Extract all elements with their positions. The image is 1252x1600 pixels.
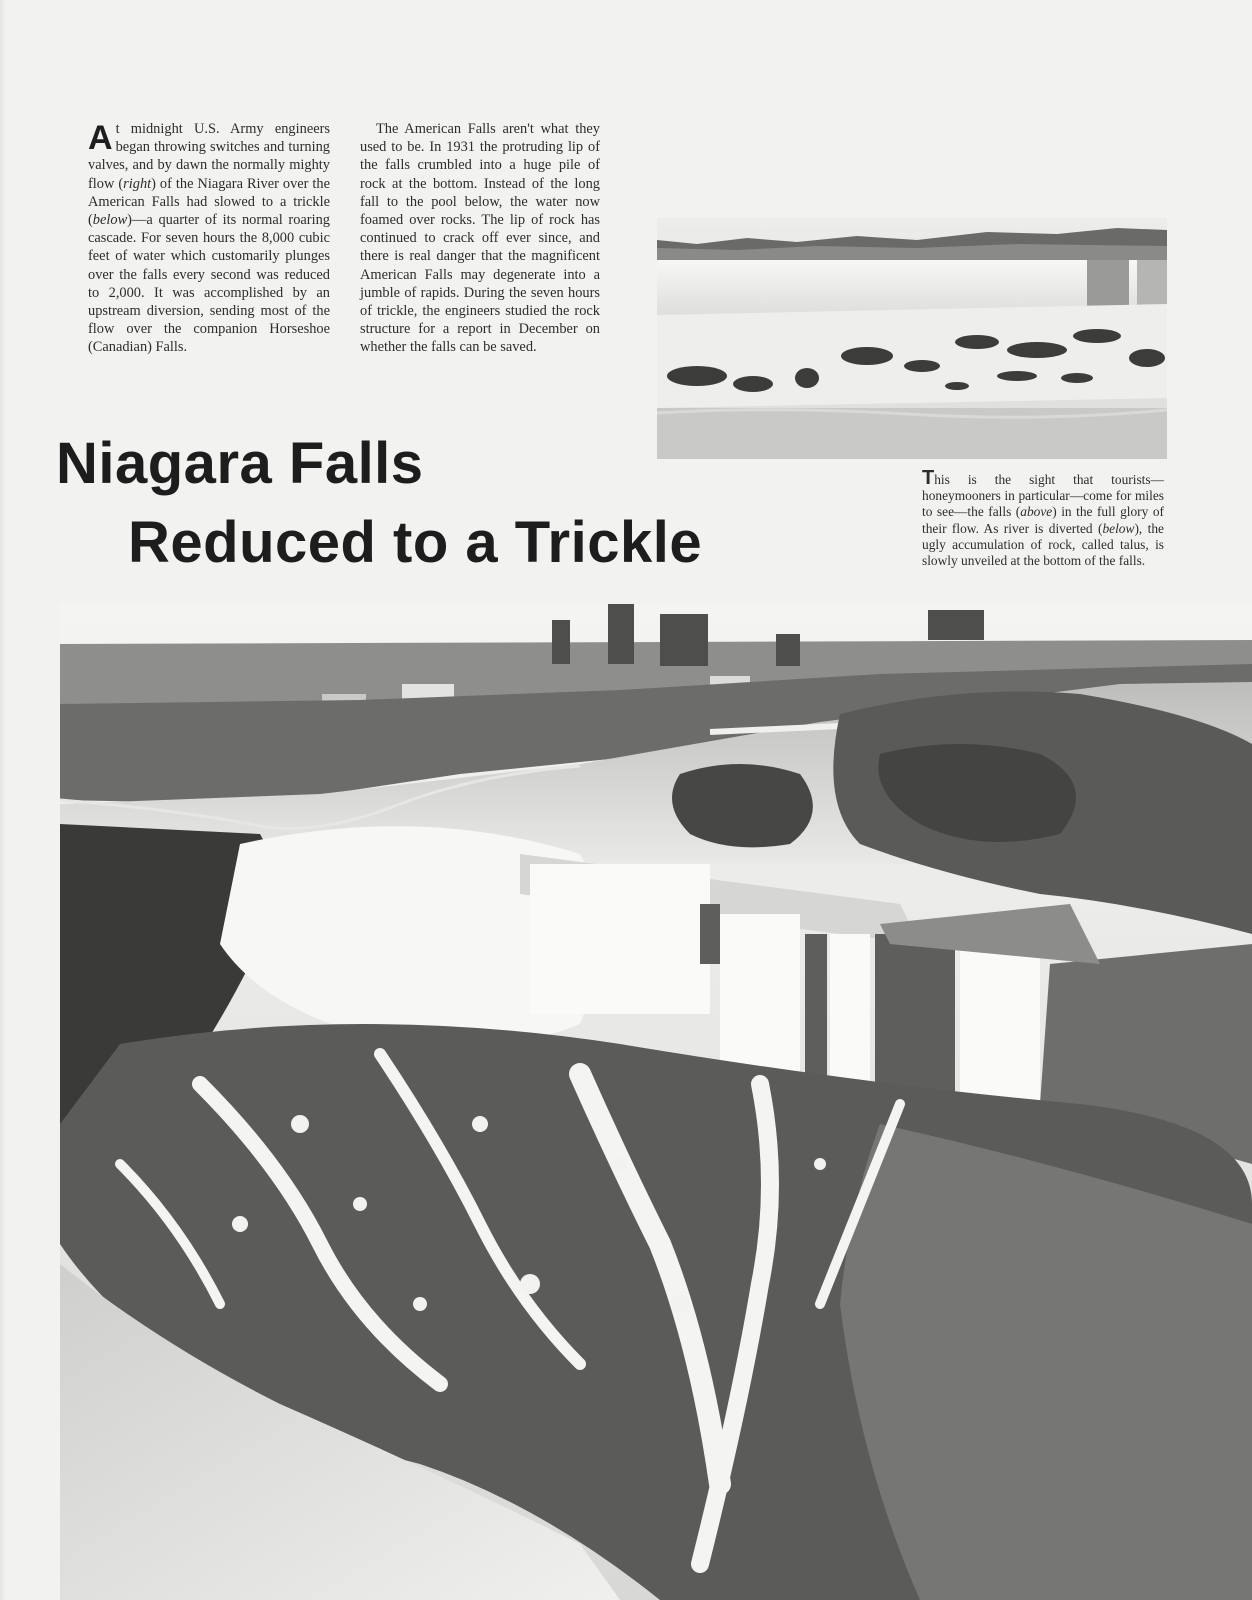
caption-drop-cap: T — [922, 467, 935, 489]
caption-text: his is the sight that tourists—honeymooners in particular—come for miles to see—the falls ( — [922, 472, 1164, 520]
cross-reference: above — [1020, 504, 1053, 520]
caption-text: ), the ugly accumulation of rock, called talus, is slowly unveiled at the bottom of the falls. — [922, 520, 1164, 569]
cross-reference: below — [1102, 520, 1135, 536]
column-one-text: ) of the Niagara River over the American Falls had slowed to a trickle ( — [88, 175, 331, 229]
headline-line-one: Niagara Falls — [56, 431, 424, 496]
cross-reference: below — [92, 212, 128, 229]
cross-reference: right — [123, 175, 152, 192]
headline-line-two: Reduced to a Trickle — [128, 510, 703, 575]
photo-aerial-falls-trickle — [60, 604, 1252, 1600]
article-column-one — [88, 120, 330, 357]
photo-caption — [922, 467, 1164, 569]
column-one-text: t midnight U.S. Army engineers began throwing switches and turning valves, and by dawn the normally mighty flow ( — [88, 121, 330, 192]
photo-american-falls-full-flow — [657, 218, 1167, 459]
column-one-text: )—a quarter of its normal roaring cascade. For seven hours the 8,000 cubic feet of water which customarily plunges over the falls every second was reduced to 2,000. It was accomplished by an upstream diversion, sending most of the flow over the companion Horseshoe (Canadian) Falls. — [88, 212, 330, 356]
scan-edge — [0, 0, 6, 1600]
article-column-two: The American Falls aren't what they used to be. In 1931 the protruding lip of the falls crumbled into a huge pile of rock at the bottom. Instead of the long fall to the pool below, the water now foamed over rocks. The lip of rock has continued to crack off ever since, and there is real danger that the magnificent American Falls may degenerate into a jumble of rapids. During the seven hours of trickle, the engineers studied the rock structure for a report in December on whether the falls can be saved. — [360, 121, 600, 356]
caption-text: ) in the full glory of their flow. As river is diverted ( — [922, 504, 1164, 536]
drop-cap: A — [88, 119, 113, 157]
